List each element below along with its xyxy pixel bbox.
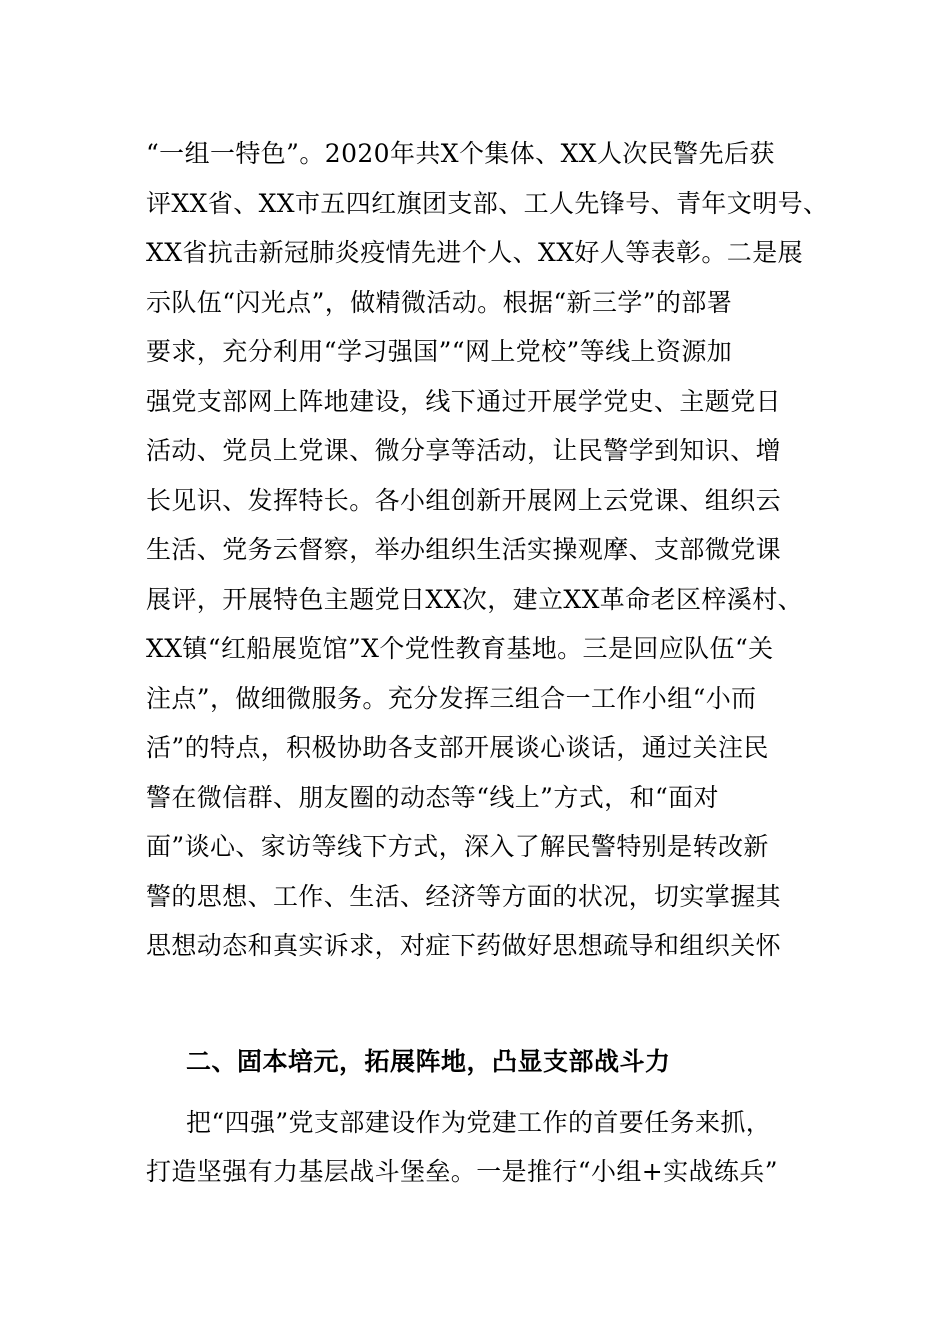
- text-line: “一组一特色”。2020年共X个集体、XX人次民警先后获: [146, 139, 775, 168]
- text-line: 警的思想、工作、生活、经济等方面的状况，切实掌握其: [146, 882, 782, 911]
- text-line: 打造坚强有力基层战斗堡垒。一是推行“小组+实战练兵”: [146, 1157, 778, 1186]
- text-line: 警在微信群、朋友圈的动态等“线上”方式，和“面对: [146, 783, 719, 812]
- text-line: 强党支部网上阵地建设，线下通过开展学党史、主题党日: [146, 387, 782, 416]
- text-line: 面”谈心、家访等线下方式，深入了解民警特别是转改新: [146, 832, 769, 861]
- text-line: XX省抗击新冠肺炎疫情先进个人、XX好人等表彰。二是展: [146, 238, 803, 267]
- text-line: 要求，充分利用“学习强国”“网上党校”等线上资源加: [146, 337, 733, 366]
- text-line: XX镇“红船展览馆”X个党性教育基地。三是回应队伍“关: [146, 634, 774, 663]
- text-line: 生活、党务云督察，举办组织生活实操观摩、支部微党课: [146, 535, 782, 564]
- text-line: 示队伍“闪光点”，做精微活动。根据“新三学”的部署: [146, 288, 733, 317]
- text-line: 把“四强”党支部建设作为党建工作的首要任务来抓，: [186, 1108, 772, 1137]
- text-line: 长见识、发挥特长。各小组创新开展网上云党课、组织云: [146, 486, 782, 515]
- text-line: 思想动态和真实诉求，对症下药做好思想疏导和组织关怀: [146, 931, 782, 960]
- text-line: 展评，开展特色主题党日XX次，建立XX革命老区梓溪村、: [146, 585, 803, 614]
- text-line: 评XX省、XX市五四红旗团支部、工人先锋号、青年文明号、: [146, 189, 829, 218]
- text-line: 活动、党员上党课、微分享等活动，让民警学到知识、增: [146, 436, 782, 465]
- text-line: 注点”，做细微服务。充分发挥三组合一工作小组“小而: [146, 684, 757, 713]
- section-heading: 二、固本培元，拓展阵地，凸显支部战斗力: [186, 1047, 671, 1076]
- text-line: 活”的特点，积极协助各支部开展谈心谈话，通过关注民: [146, 733, 769, 762]
